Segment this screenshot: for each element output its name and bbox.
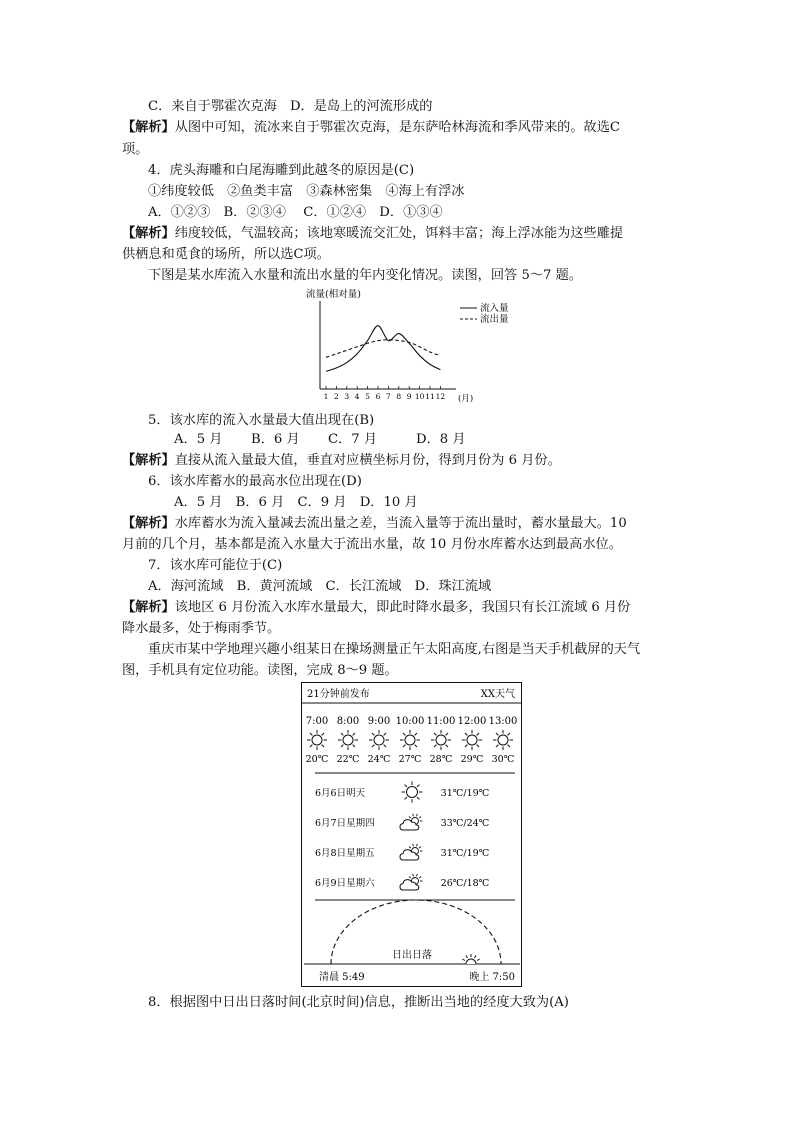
sunrise-sunset-title: 日出日落 [392, 950, 432, 961]
q5-option-b: B．6 月 [251, 432, 300, 447]
x-tick-label: 12 [435, 392, 446, 401]
q6-analysis-line2: 月前的几个月，基本都是流入水量大于流出水量，故 10 月份水库蓄水达到最高水位。 [122, 537, 622, 552]
daily-temp-range: 33℃/24℃ [440, 818, 490, 829]
inflow-series-line [326, 326, 440, 372]
q6-options: A．5 月 B．6 月 C．9 月 D．10 月 [174, 495, 418, 510]
chart-xlabel: (月) [458, 394, 474, 404]
x-tick-label: 6 [375, 392, 381, 401]
hourly-time: 7:00 [305, 716, 329, 727]
jiexi-tag: 【解析】 [122, 516, 175, 531]
q3-analysis-line2: 项。 [122, 142, 149, 157]
x-tick-label: 1 [323, 392, 329, 401]
q7-stem: 7．该水库可能位于(C) [148, 558, 283, 573]
x-tick-label: 4 [354, 392, 360, 401]
jiexi-tag: 【解析】 [122, 226, 175, 241]
sunny-icon [462, 730, 482, 750]
x-tick-label: 7 [386, 392, 391, 401]
x-tick-label: 11 [425, 392, 435, 401]
x-tick-label: 2 [334, 392, 339, 401]
sunny-icon [369, 730, 389, 750]
x-tick-label: 9 [406, 392, 412, 401]
q4-analysis-line1 [122, 225, 623, 243]
q5-analysis [122, 452, 561, 470]
intro-5-7: 下图是某水库流入水量和流出水量的年内变化情况。读图，回答 5～7 题。 [148, 268, 582, 283]
weather-frame [302, 683, 522, 987]
hourly-temp: 30℃ [491, 754, 515, 765]
hourly-time: 11:00 [426, 716, 456, 727]
weather-app-name: XX天气 [480, 689, 515, 700]
sunny-icon [431, 730, 451, 750]
hourly-time: 12:00 [457, 716, 487, 727]
x-tick-label: 10 [414, 392, 425, 401]
daily-day: 6月8日星期五 [315, 848, 375, 859]
hourly-time: 13:00 [488, 716, 518, 727]
q4-options: A．①②③ B．②③④ C．①②④ D．①③④ [148, 205, 443, 220]
q5-analysis-text: 直接从流入量最大值，垂直对应横坐标月份，得到月份为 6 月份。 [174, 453, 561, 468]
legend-inflow-label: 流入量 [480, 303, 509, 314]
q5-options [174, 431, 466, 449]
hourly-time: 10:00 [395, 716, 425, 727]
jiexi-tag: 【解析】 [122, 600, 175, 615]
q3-analysis-line1 [122, 119, 620, 137]
weather-published: 21分钟前发布 [307, 689, 370, 700]
q6-analysis-text: 水库蓄水为流入量减去流出量之差，当流入量等于流出量时，蓄水量最大。10 [174, 516, 627, 531]
hourly-time: 8:00 [336, 716, 360, 727]
q6-analysis-line1 [122, 515, 627, 533]
x-tick-label: 3 [344, 392, 350, 401]
jiexi-tag: 【解析】 [122, 453, 175, 468]
q7-analysis-line2: 降水最多，处于梅雨季节。 [122, 621, 281, 636]
q7-options: A．海河流域 B．黄河流域 C．长江流域 D．珠江流域 [148, 579, 492, 594]
x-tick-label: 5 [365, 392, 370, 401]
chart-ylabel: 流量(相对量) [306, 289, 361, 300]
daily-day: 6月9日星期六 [315, 878, 375, 889]
q5-option-a: A．5 月 [174, 432, 223, 447]
intro-8-9-line1: 重庆市某中学地理兴趣小组某日在操场测量正午太阳高度,右图是当天手机截屏的天气 [148, 642, 641, 657]
daily-temp-range: 31℃/19℃ [440, 848, 490, 859]
sunny-icon [402, 782, 423, 803]
sunny-icon [307, 730, 327, 750]
jiexi-tag: 【解析】 [122, 120, 175, 135]
sunrise-time: 清晨 5:49 [319, 972, 365, 983]
q7-analysis-text: 该地区 6 月份流入水库水量最大，即此时降水最多，我国只有长江流域 6 月份 [174, 600, 631, 615]
intro-8-9-line2: 图，手机具有定位功能。读图，完成 8～9 题。 [122, 663, 398, 678]
q8-stem: 8．根据图中日出日落时间(北京时间)信息，推断出当地的经度大致为(A) [148, 995, 569, 1010]
sunset-time: 晚上 7:50 [469, 972, 515, 983]
sunny-icon [400, 730, 420, 750]
hourly-temp: 28℃ [429, 754, 453, 765]
outflow-series-line [326, 340, 440, 358]
hourly-temp: 24℃ [367, 754, 391, 765]
q3-options-cd: C．来自于鄂霍次克海 D．是岛上的河流形成的 [148, 99, 433, 114]
q4-analysis-text: 纬度较低，气温较高；该地寒暖流交汇处，饵料丰富；海上浮冰能为这些雕提 [174, 226, 624, 241]
q5-option-d: D．8 月 [416, 432, 466, 447]
q7-analysis-line1 [122, 599, 630, 617]
q5-stem: 5．该水库的流入水量最大值出现在(B) [148, 413, 375, 428]
legend-outflow-label: 流出量 [480, 314, 509, 325]
x-tick-label: 8 [396, 392, 402, 401]
q6-stem: 6．该水库蓄水的最高水位出现在(D) [148, 474, 362, 489]
hourly-temp: 29℃ [460, 754, 484, 765]
hourly-temp: 22℃ [336, 754, 360, 765]
sunny-icon [493, 730, 513, 750]
q5-option-c: C．7 月 [328, 432, 378, 447]
sunny-icon [338, 730, 358, 750]
daily-temp-range: 26℃/18℃ [440, 878, 490, 889]
hourly-time: 9:00 [367, 716, 391, 727]
daily-temp-range: 31℃/19℃ [440, 788, 490, 799]
weather-screenshot [301, 682, 523, 988]
daily-day: 6月6日明天 [315, 788, 366, 799]
daily-day: 6月7日星期四 [315, 818, 375, 829]
flow-chart [296, 285, 526, 410]
hourly-temp: 27℃ [398, 754, 422, 765]
q3-analysis-text: 从图中可知，流冰来自于鄂霍次克海，是东萨哈林海流和季风带来的。故选C [174, 120, 621, 135]
q4-analysis-line2: 供栖息和觅食的场所，所以选C项。 [122, 247, 330, 262]
q4-items: ①纬度较低 ②鱼类丰富 ③森林密集 ④海上有浮冰 [148, 184, 465, 199]
hourly-temp: 20℃ [305, 754, 329, 765]
q4-stem: 4．虎头海雕和白尾海雕到此越冬的原因是(C) [148, 163, 415, 178]
